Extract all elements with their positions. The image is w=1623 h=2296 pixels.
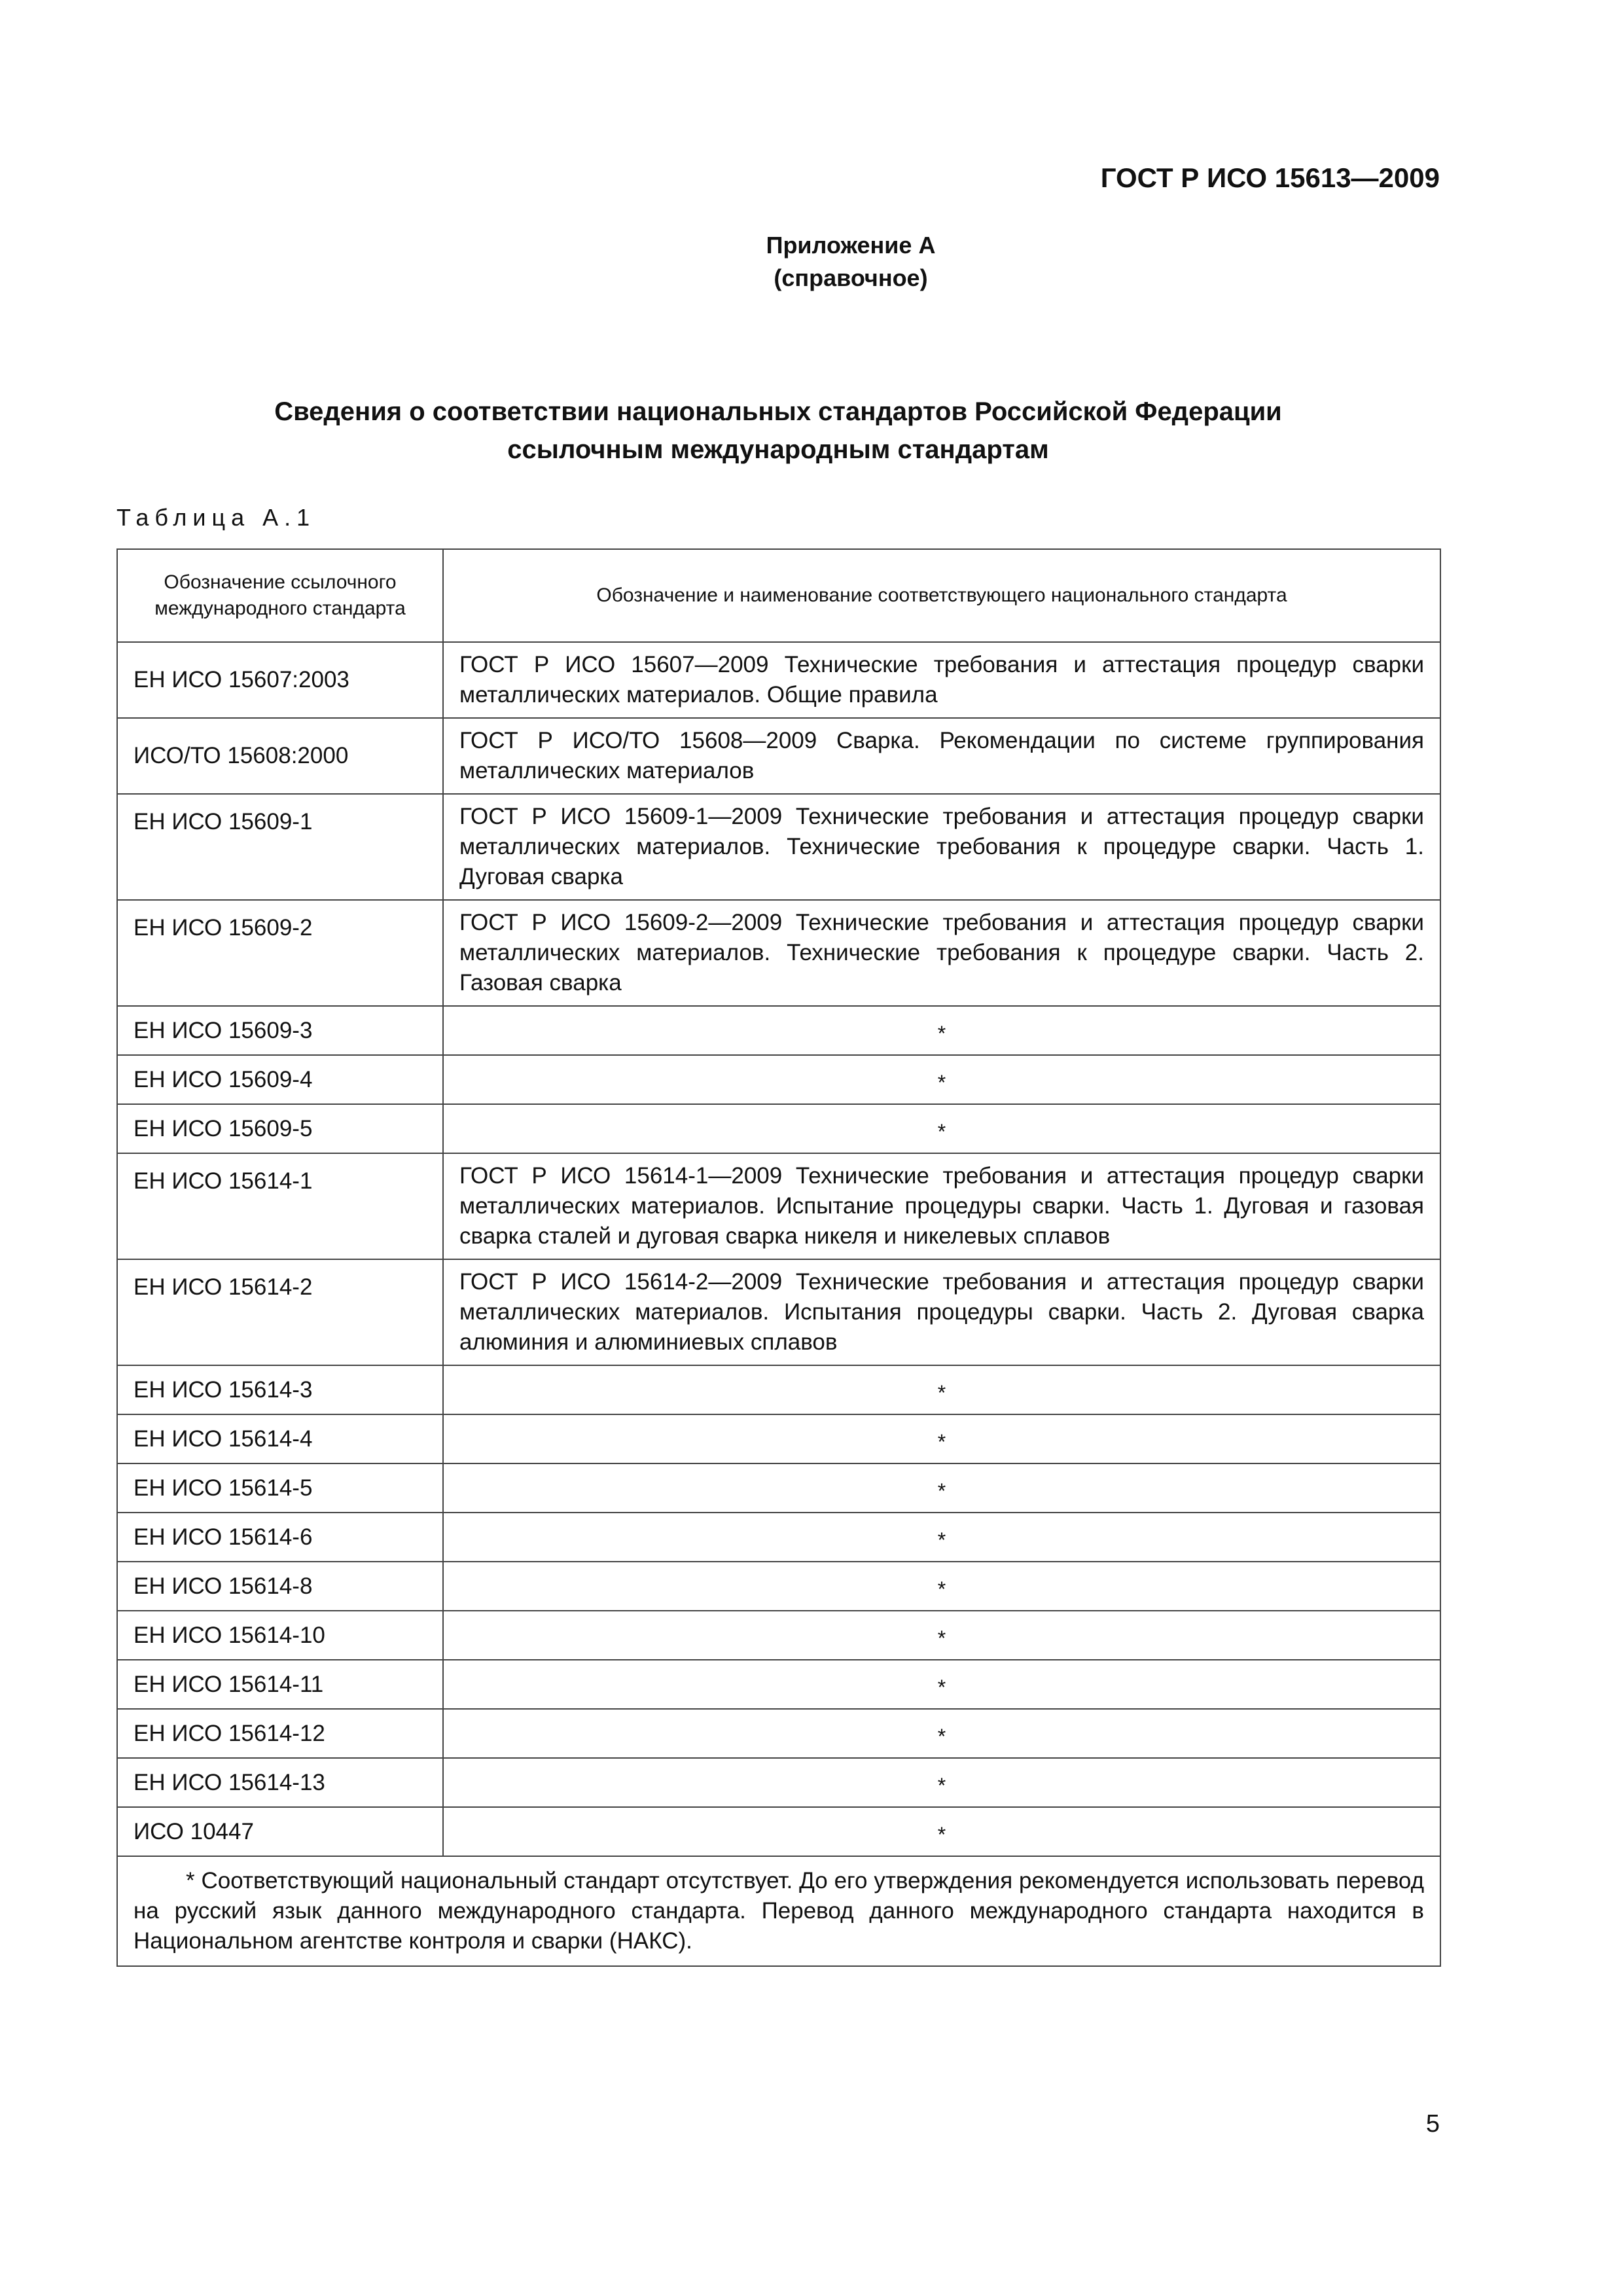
table-footnote-text: * Соответствующий национальный стандарт отсутствует. До его утверждения рекомендуется использовать перевод на русский язык данного международного стандарта. Перевод данного международного стандарта находится в Национальном агентстве контроля и сварки (НАКС). xyxy=(134,1868,1424,1954)
national-standard-cell: * xyxy=(443,1807,1440,1856)
national-standard-cell: ГОСТ Р ИСО 15607—2009 Технические требования и аттестация процедур сварки металлических материалов. Общие правила xyxy=(443,642,1440,718)
national-standard-cell: * xyxy=(443,1562,1440,1611)
page-number: 5 xyxy=(1425,2110,1440,2138)
table-row xyxy=(117,1611,1440,1660)
table-row xyxy=(117,718,1440,794)
table-row xyxy=(117,1153,1440,1259)
national-standard-cell: ГОСТ Р ИСО 15614-2—2009 Технические требования и аттестация процедур сварки металлических материалов. Испытания процедуры сварки. Часть 2. Дуговая сварка алюминия и алюминиевых сплавов xyxy=(443,1259,1440,1365)
national-standard-cell: * xyxy=(443,1104,1440,1153)
section-title-line-1: Сведения о соответствии национальных стандартов Российской Федерации xyxy=(274,397,1282,426)
ref-standard-cell: ЕН ИСО 15614-13 xyxy=(117,1758,443,1807)
national-standard-cell: * xyxy=(443,1414,1440,1463)
annex-heading xyxy=(0,229,1623,295)
table-row xyxy=(117,1365,1440,1414)
table-row xyxy=(117,1259,1440,1365)
table-footnote xyxy=(117,1856,1440,1966)
table-row xyxy=(117,1055,1440,1104)
ref-standard-cell: ЕН ИСО 15614-6 xyxy=(117,1513,443,1562)
ref-standard-cell: ЕН ИСО 15609-5 xyxy=(117,1104,443,1153)
table-row xyxy=(117,1513,1440,1562)
document-code: ГОСТ Р ИСО 15613—2009 xyxy=(1100,162,1440,193)
national-standard-cell: * xyxy=(443,1513,1440,1562)
table-row xyxy=(117,1660,1440,1709)
national-standard-cell: ГОСТ Р ИСО 15614-1—2009 Технические требования и аттестация процедур сварки металлических материалов. Испытание процедуры сварки. Часть 1. Дуговая и газовая сварка сталей и дуговая сварка никеля и никелевых сплавов xyxy=(443,1153,1440,1259)
table-row xyxy=(117,1414,1440,1463)
ref-standard-cell: ЕН ИСО 15609-1 xyxy=(117,794,443,900)
header-national-standard: Обозначение и наименование соответствующего национального стандарта xyxy=(443,549,1440,642)
table-row xyxy=(117,794,1440,900)
annex-subtitle: (справочное) xyxy=(774,264,928,291)
ref-standard-cell: ЕН ИСО 15614-3 xyxy=(117,1365,443,1414)
table-row xyxy=(117,1104,1440,1153)
ref-standard-cell: ЕН ИСО 15614-10 xyxy=(117,1611,443,1660)
ref-standard-cell: ЕН ИСО 15609-4 xyxy=(117,1055,443,1104)
ref-standard-cell: ЕН ИСО 15607:2003 xyxy=(117,642,443,718)
national-standard-cell: ГОСТ Р ИСО/ТО 15608—2009 Сварка. Рекомендации по системе группирования металлических материалов xyxy=(443,718,1440,794)
table-row xyxy=(117,1463,1440,1513)
ref-standard-cell: ЕН ИСО 15614-2 xyxy=(117,1259,443,1365)
ref-standard-cell: ЕН ИСО 15614-8 xyxy=(117,1562,443,1611)
header-international-standard: Обозначение ссылочного международного стандарта xyxy=(117,549,443,642)
table-row xyxy=(117,1807,1440,1856)
table-row xyxy=(117,1006,1440,1055)
national-standard-cell: ГОСТ Р ИСО 15609-2—2009 Технические требования и аттестация процедур сварки металлических материалов. Технические требования к процедуре сварки. Часть 2. Газовая сварка xyxy=(443,900,1440,1006)
table-row xyxy=(117,642,1440,718)
table-label: Таблица А.1 xyxy=(116,504,316,531)
ref-standard-cell: ИСО/ТО 15608:2000 xyxy=(117,718,443,794)
annex-title: Приложение А xyxy=(766,232,936,259)
ref-standard-cell: ЕН ИСО 15609-2 xyxy=(117,900,443,1006)
table-row xyxy=(117,1709,1440,1758)
ref-standard-cell: ЕН ИСО 15614-4 xyxy=(117,1414,443,1463)
table-row xyxy=(117,1758,1440,1807)
national-standard-cell: ГОСТ Р ИСО 15609-1—2009 Технические требования и аттестация процедур сварки металлических материалов. Технические требования к процедуре сварки. Часть 1. Дуговая сварка xyxy=(443,794,1440,900)
section-title-line-2: ссылочным международным стандартам xyxy=(507,435,1049,464)
national-standard-cell: * xyxy=(443,1611,1440,1660)
table-header-row xyxy=(117,549,1440,642)
ref-standard-cell: ЕН ИСО 15614-1 xyxy=(117,1153,443,1259)
ref-standard-cell: ЕН ИСО 15614-11 xyxy=(117,1660,443,1709)
table-footnote-row xyxy=(117,1856,1440,1966)
national-standard-cell: * xyxy=(443,1055,1440,1104)
table-row xyxy=(117,1562,1440,1611)
section-title xyxy=(116,393,1440,469)
national-standard-cell: * xyxy=(443,1709,1440,1758)
national-standard-cell: * xyxy=(443,1660,1440,1709)
ref-standard-cell: ЕН ИСО 15614-12 xyxy=(117,1709,443,1758)
ref-standard-cell: ИСО 10447 xyxy=(117,1807,443,1856)
national-standard-cell: * xyxy=(443,1365,1440,1414)
national-standard-cell: * xyxy=(443,1463,1440,1513)
ref-standard-cell: ЕН ИСО 15614-5 xyxy=(117,1463,443,1513)
national-standard-cell: * xyxy=(443,1006,1440,1055)
national-standard-cell: * xyxy=(443,1758,1440,1807)
correspondence-table xyxy=(116,548,1441,1967)
table-row xyxy=(117,900,1440,1006)
ref-standard-cell: ЕН ИСО 15609-3 xyxy=(117,1006,443,1055)
